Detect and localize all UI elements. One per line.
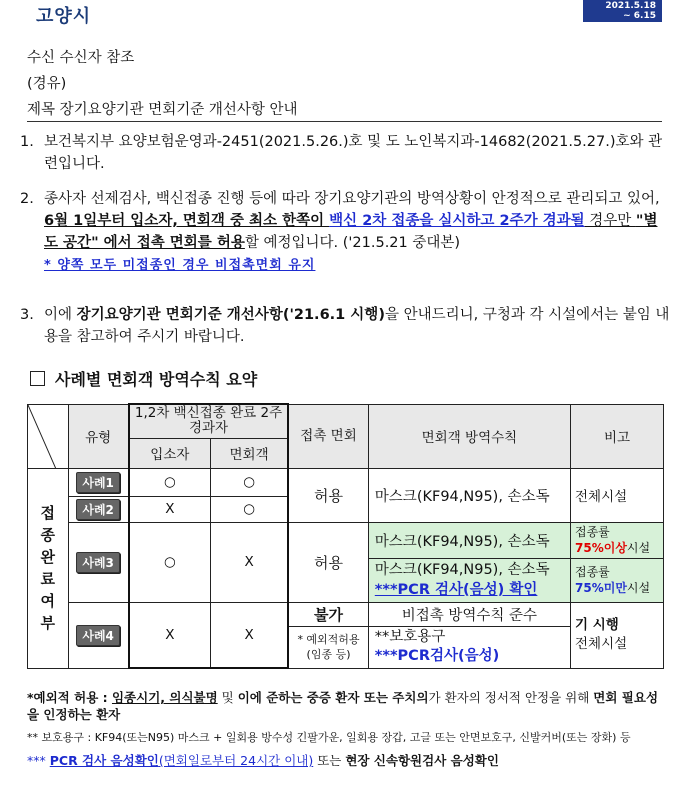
note-3b-1: 접종률 — [575, 565, 610, 579]
exception-4: * 예외적허용 (임종 등) — [288, 626, 368, 668]
note-4-2: 전체시설 — [575, 636, 628, 652]
allow-12: 허용 — [288, 468, 368, 522]
case1-resident: ○ — [129, 468, 211, 496]
side-label: 접종완료여부 — [28, 468, 69, 668]
rule-3b — [368, 558, 570, 602]
table-row-case1 — [28, 468, 664, 496]
paragraph-3 — [20, 304, 670, 348]
f3-b: PCR 검사 음성확인 — [49, 753, 159, 768]
note-3a-2: 75%이상 — [575, 541, 627, 555]
header-contact: 접촉 면회 — [288, 404, 368, 468]
table-row-case3a — [28, 522, 664, 558]
table-row-case4a — [28, 602, 664, 626]
p2-part-a: 종사자 선제검사, 백신접종 진행 등에 따라 장기요양기관의 방역상황이 안정적으로 관리되고 있어, — [44, 191, 660, 207]
case4-badge: 사례4 — [76, 625, 120, 646]
case2-visitor: ○ — [210, 496, 288, 522]
f1-c: 및 — [217, 690, 238, 705]
recipient-line: 수신 수신자 참조 — [27, 50, 135, 66]
p3-number: 3. — [20, 307, 34, 323]
rule-12: 마스크(KF94,N95), 손소독 — [368, 468, 570, 522]
deny-4: 불가 — [288, 602, 368, 626]
diagonal-line-icon — [28, 405, 56, 469]
case4-visitor: X — [210, 602, 288, 668]
header-type: 유형 — [68, 404, 129, 468]
note-3b — [571, 558, 664, 602]
f1-e: 가 환자의 정서적 안정을 위해 — [428, 690, 594, 705]
f3-a: *** — [27, 753, 50, 768]
rule-4b-text: **보호용구 — [374, 629, 446, 645]
p2-part-c: 백신 2차 접종을 실시하고 2주가 경과될 — [329, 213, 585, 229]
section-title — [30, 367, 257, 390]
p2-number: 2. — [20, 191, 34, 207]
p2-part-e: "별도 공간" 에서 접촉 면회를 허용 — [44, 213, 658, 251]
header-note: 비고 — [571, 404, 664, 468]
case3-visitor: X — [210, 522, 288, 602]
case3-badge: 사례3 — [76, 552, 120, 573]
case2-cell — [68, 496, 129, 522]
case1-visitor: ○ — [210, 468, 288, 496]
checkbox-square-icon — [30, 371, 45, 386]
allow-3: 허용 — [288, 522, 368, 602]
date-line-2: ~ 6.15 — [623, 11, 656, 21]
subject-line: 제목 장기요양기관 면회기준 개선사항 안내 — [27, 102, 298, 118]
note-4 — [571, 602, 664, 668]
note-12: 전체시설 — [571, 468, 664, 522]
note-3a — [571, 522, 664, 558]
case3-resident: ○ — [129, 522, 211, 602]
header-rules: 면회객 방역수칙 — [368, 404, 570, 468]
note-3a-1: 접종률 — [575, 525, 610, 539]
p3-part-c: 을 안내드리니, 구청과 각 시설에서는 붙임 내용을 참고하여 주시기 바랍니다. — [44, 307, 670, 345]
header-resident: 입소자 — [129, 438, 211, 468]
header-visitor: 면회객 — [210, 438, 288, 468]
case1-badge: 사례1 — [76, 472, 120, 493]
case2-badge: 사례2 — [76, 499, 120, 520]
p3-part-a: 이에 — [44, 307, 77, 323]
visitor-rules-table — [27, 403, 664, 669]
paragraph-2 — [20, 188, 670, 277]
f1-b: 임종시기, 의식불명 — [111, 690, 218, 705]
case4-cell — [68, 602, 129, 668]
case1-cell — [68, 468, 129, 496]
p2-part-d: 경우만 — [584, 213, 636, 229]
case3-cell — [68, 522, 129, 602]
case2-resident: X — [129, 496, 211, 522]
footnote-2: ** 보호용구 : KF94(또는N95) 마스크 + 일회용 방수성 긴팔가운, 일회용 장갑, 고글 또는 안면보호구, 신발커버(또는 장화) 등 — [27, 731, 631, 744]
header-divider — [27, 121, 662, 122]
p1-number: 1. — [20, 134, 34, 150]
f1-f: 면회 필요성을 인정하는 환자 — [27, 690, 659, 722]
p3-part-b: 장기요양기관 면회기준 개선사항('21.6.1 시행) — [76, 307, 385, 323]
p2-text — [44, 188, 670, 277]
p2-part-b: 6월 1일부터 입소자, 면회객 중 최소 한쪽이 — [44, 213, 330, 229]
via-line: (경유) — [27, 76, 67, 92]
footnote-3 — [27, 752, 667, 769]
date-line-1: 2021.5.18 — [605, 1, 656, 11]
f3-c: (면회일로부터 24시간 이내) — [158, 753, 314, 768]
note-3b-2: 75%미만 — [575, 581, 627, 595]
paragraph-1 — [20, 131, 670, 175]
f1-d: 이에 준하는 중증 환자 또는 주치의 — [237, 690, 429, 705]
diagonal-header-cell — [28, 404, 69, 468]
footnote-1 — [27, 689, 667, 723]
rule-4b-pcr: ***PCR검사(음성) — [374, 648, 500, 664]
header-vaccine: 1,2차 백신접종 완료 2주 경과자 — [129, 404, 288, 438]
rule-3a: 마스크(KF94,N95), 손소독 — [368, 522, 570, 558]
p2-part-f: 할 예정입니다. ('21.5.21 중대본) — [244, 235, 461, 251]
note-3a-3: 시설 — [626, 541, 651, 555]
p3-text — [44, 304, 670, 348]
note-4-1: 기 시행 — [575, 617, 619, 633]
f3-d: 또는 — [313, 753, 346, 768]
f1-a: *예외적 허용 : — [27, 690, 112, 705]
section-title-text: 사례별 면회객 방역수칙 요약 — [55, 370, 258, 389]
note-3b-3: 시설 — [626, 581, 651, 595]
date-badge — [583, 0, 662, 22]
rule-4b — [368, 626, 570, 668]
case4-resident: X — [129, 602, 211, 668]
rule-4a: 비접촉 방역수칙 준수 — [368, 602, 570, 626]
city-logo: 고양시 — [36, 6, 92, 27]
p2-note: * 양쪽 모두 미접종인 경우 비접촉면회 유지 — [44, 258, 316, 273]
p1-text: 보건복지부 요양보험운영과-2451(2021.5.26.)호 및 도 노인복지과-14682(2021.5.27.)호와 관련입니다. — [44, 134, 663, 172]
rule-3b-text: 마스크(KF94,N95), 손소독 — [374, 562, 550, 578]
f3-e: 현장 신속항원검사 음성확인 — [345, 753, 499, 768]
rule-3b-pcr: ***PCR 검사(음성) 확인 — [374, 582, 538, 598]
